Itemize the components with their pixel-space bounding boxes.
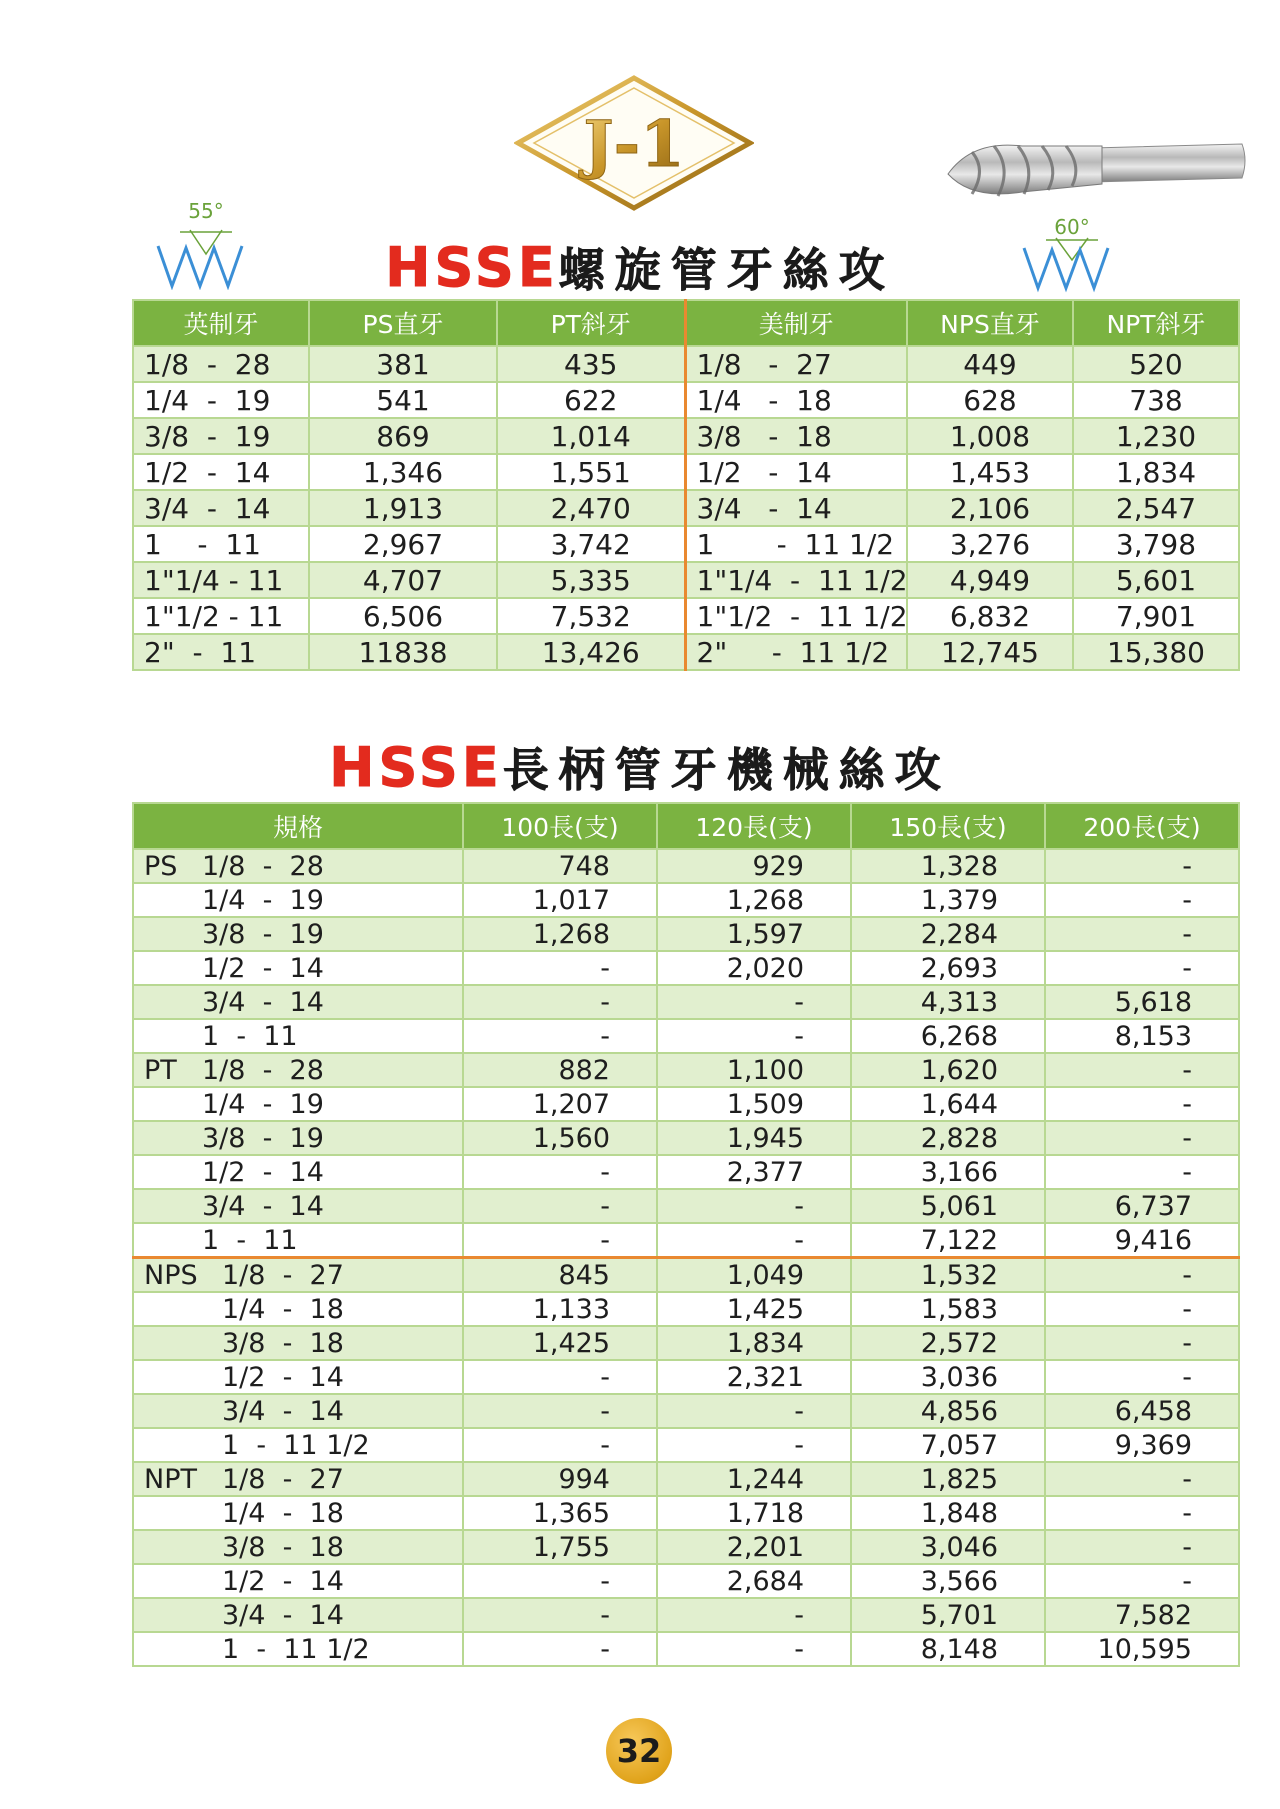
- cell-price-120: -: [657, 1019, 851, 1053]
- col-header-nps-straight: NPS直牙: [907, 300, 1073, 346]
- cell-price-150: 4,313: [851, 985, 1045, 1019]
- cell-price-200: -: [1045, 1326, 1239, 1360]
- col-header-british: 英制牙: [133, 300, 309, 346]
- cell-ps-price: 381: [309, 346, 497, 382]
- cell-price-150: 7,122: [851, 1223, 1045, 1258]
- cell-price-200: -: [1045, 849, 1239, 883]
- cell-spec: [133, 1155, 463, 1189]
- cell-size: 3/8 - 19: [202, 918, 324, 950]
- table-row: [133, 418, 1239, 454]
- cell-spec: [133, 917, 463, 951]
- cell-price-150: 1,644: [851, 1087, 1045, 1121]
- cell-size: 3/8 - 19: [202, 1122, 324, 1154]
- cell-price-200: 7,582: [1045, 1598, 1239, 1632]
- cell-price-150: 3,566: [851, 1564, 1045, 1598]
- cell-price-200: -: [1045, 917, 1239, 951]
- cell-price-120: 1,597: [657, 917, 851, 951]
- cell-price-100: 1,365: [463, 1496, 657, 1530]
- table-row: [133, 1530, 1239, 1564]
- cell-ps-price: 4,707: [309, 562, 497, 598]
- table-row: [133, 634, 1239, 670]
- long-shank-pipe-tap-price-table: [132, 802, 1240, 1667]
- col-header-npt-taper: NPT斜牙: [1073, 300, 1239, 346]
- cell-american-size: 3/8 - 18: [685, 418, 907, 454]
- cell-npt-price: 2,547: [1073, 490, 1239, 526]
- cell-pt-price: 3,742: [497, 526, 685, 562]
- cell-price-200: -: [1045, 1462, 1239, 1496]
- cell-price-200: -: [1045, 1292, 1239, 1326]
- table-row: [133, 1326, 1239, 1360]
- table-row: [133, 1155, 1239, 1189]
- cell-size: 1 - 11: [202, 1224, 298, 1256]
- cell-thread-group: NPT: [144, 1463, 197, 1495]
- cell-pt-price: 2,470: [497, 490, 685, 526]
- cell-size: 1/4 - 18: [222, 1497, 344, 1529]
- table-row: [133, 346, 1239, 382]
- cell-price-120: 1,244: [657, 1462, 851, 1496]
- cell-price-200: -: [1045, 1496, 1239, 1530]
- cell-price-150: 2,572: [851, 1326, 1045, 1360]
- cell-american-size: 1/8 - 27: [685, 346, 907, 382]
- cell-ps-price: 2,967: [309, 526, 497, 562]
- cell-british-size: 3/8 - 19: [133, 418, 309, 454]
- table-row: [133, 490, 1239, 526]
- table-row: [133, 562, 1239, 598]
- cell-price-150: 5,061: [851, 1189, 1045, 1223]
- cell-price-100: -: [463, 1428, 657, 1462]
- cell-price-150: 1,620: [851, 1053, 1045, 1087]
- cell-british-size: 1/8 - 28: [133, 346, 309, 382]
- cell-price-200: -: [1045, 1155, 1239, 1189]
- cell-spec: [133, 1632, 463, 1666]
- cell-spec: [133, 1223, 463, 1258]
- cell-ps-price: 1,346: [309, 454, 497, 490]
- cell-spec: [133, 1326, 463, 1360]
- cell-price-120: -: [657, 1189, 851, 1223]
- cell-nps-price: 4,949: [907, 562, 1073, 598]
- section1-title: [0, 234, 1280, 300]
- cell-american-size: 2" - 11 1/2: [685, 634, 907, 670]
- cell-price-200: -: [1045, 1258, 1239, 1293]
- cell-american-size: 3/4 - 14: [685, 490, 907, 526]
- cell-price-100: -: [463, 1394, 657, 1428]
- cell-nps-price: 1,453: [907, 454, 1073, 490]
- cell-nps-price: 6,832: [907, 598, 1073, 634]
- cell-price-120: -: [657, 1223, 851, 1258]
- cell-price-150: 1,532: [851, 1258, 1045, 1293]
- cell-price-100: -: [463, 951, 657, 985]
- table-row: [133, 1019, 1239, 1053]
- cell-price-120: 2,201: [657, 1530, 851, 1564]
- cell-spec: [133, 1598, 463, 1632]
- cell-price-150: 1,825: [851, 1462, 1045, 1496]
- cell-price-100: -: [463, 985, 657, 1019]
- table-row: [133, 951, 1239, 985]
- cell-price-100: -: [463, 1019, 657, 1053]
- cell-thread-group: PS: [144, 850, 178, 882]
- cell-nps-price: 628: [907, 382, 1073, 418]
- table-row: [133, 1189, 1239, 1223]
- cell-american-size: 1/2 - 14: [685, 454, 907, 490]
- cell-price-100: 1,133: [463, 1292, 657, 1326]
- cell-price-200: 6,458: [1045, 1394, 1239, 1428]
- cell-price-100: 748: [463, 849, 657, 883]
- table-row: [133, 1564, 1239, 1598]
- cell-price-150: 1,848: [851, 1496, 1045, 1530]
- cell-price-150: 2,828: [851, 1121, 1045, 1155]
- col-header-pt-taper: PT斜牙: [497, 300, 685, 346]
- cell-spec: [133, 1462, 463, 1496]
- table-row: [133, 849, 1239, 883]
- cell-size: 1/2 - 14: [202, 1156, 324, 1188]
- cell-size: 1/8 - 27: [222, 1463, 344, 1495]
- cell-size: 1/4 - 19: [202, 1088, 324, 1120]
- cell-price-120: 1,049: [657, 1258, 851, 1293]
- cell-npt-price: 7,901: [1073, 598, 1239, 634]
- cell-price-100: 1,017: [463, 883, 657, 917]
- cell-price-120: 2,020: [657, 951, 851, 985]
- cell-price-200: -: [1045, 883, 1239, 917]
- cell-price-150: 2,284: [851, 917, 1045, 951]
- cell-british-size: 1/2 - 14: [133, 454, 309, 490]
- cell-price-120: 1,100: [657, 1053, 851, 1087]
- cell-price-150: 6,268: [851, 1019, 1045, 1053]
- cell-ps-price: 11838: [309, 634, 497, 670]
- cell-spec: [133, 1428, 463, 1462]
- cell-price-200: 8,153: [1045, 1019, 1239, 1053]
- cell-npt-price: 520: [1073, 346, 1239, 382]
- cell-spec: [133, 1019, 463, 1053]
- page-number: 32: [606, 1718, 672, 1784]
- table-row: [133, 1598, 1239, 1632]
- cell-nps-price: 1,008: [907, 418, 1073, 454]
- col-header-spec: 規格: [133, 803, 463, 849]
- cell-price-200: -: [1045, 951, 1239, 985]
- cell-size: 1/4 - 19: [202, 884, 324, 916]
- badge-text: J-1: [583, 107, 685, 182]
- cell-price-120: 1,268: [657, 883, 851, 917]
- cell-pt-price: 1,014: [497, 418, 685, 454]
- cell-price-200: 5,618: [1045, 985, 1239, 1019]
- cell-price-100: -: [463, 1632, 657, 1666]
- section2-title-brand: HSSE: [329, 736, 503, 799]
- cell-price-200: -: [1045, 1121, 1239, 1155]
- cell-spec: [133, 1530, 463, 1564]
- cell-british-size: 3/4 - 14: [133, 490, 309, 526]
- cell-price-120: -: [657, 985, 851, 1019]
- cell-price-150: 1,328: [851, 849, 1045, 883]
- col-header-150: 150長(支): [851, 803, 1045, 849]
- table-row: [133, 1258, 1239, 1293]
- cell-size: 1 - 11: [202, 1020, 298, 1052]
- table-row: [133, 1087, 1239, 1121]
- cell-price-100: 1,755: [463, 1530, 657, 1564]
- cell-pt-price: 13,426: [497, 634, 685, 670]
- table-row: [133, 985, 1239, 1019]
- cell-price-150: 5,701: [851, 1598, 1045, 1632]
- cell-npt-price: 5,601: [1073, 562, 1239, 598]
- cell-size: 1 - 11 1/2: [222, 1429, 370, 1461]
- cell-price-100: 882: [463, 1053, 657, 1087]
- cell-spec: [133, 1258, 463, 1293]
- cell-spec: [133, 1394, 463, 1428]
- thread-55-label: 55°: [188, 200, 224, 223]
- table-header-row: [133, 300, 1239, 346]
- cell-npt-price: 1,834: [1073, 454, 1239, 490]
- cell-price-150: 1,583: [851, 1292, 1045, 1326]
- cell-size: 3/8 - 18: [222, 1327, 344, 1359]
- table-row: [133, 1462, 1239, 1496]
- cell-spec: [133, 1292, 463, 1326]
- cell-ps-price: 6,506: [309, 598, 497, 634]
- cell-npt-price: 3,798: [1073, 526, 1239, 562]
- table-row: [133, 1121, 1239, 1155]
- col-header-120: 120長(支): [657, 803, 851, 849]
- cell-british-size: 1"1/4 - 11: [133, 562, 309, 598]
- section1-title-brand: HSSE: [385, 236, 559, 299]
- table-row: [133, 1360, 1239, 1394]
- cell-british-size: 1 - 11: [133, 526, 309, 562]
- thread-60-label: 60°: [1054, 216, 1090, 239]
- cell-price-120: 1,425: [657, 1292, 851, 1326]
- table-row: [133, 1223, 1239, 1258]
- section2-title: [0, 734, 1280, 800]
- col-header-ps-straight: PS直牙: [309, 300, 497, 346]
- cell-spec: [133, 951, 463, 985]
- cell-price-150: 3,046: [851, 1530, 1045, 1564]
- table-row: [133, 526, 1239, 562]
- table-row: [133, 1394, 1239, 1428]
- spiral-tap-image: [942, 130, 1248, 210]
- table-row: [133, 1053, 1239, 1087]
- cell-size: 3/4 - 14: [222, 1395, 344, 1427]
- cell-price-100: -: [463, 1189, 657, 1223]
- cell-size: 1/8 - 28: [202, 1054, 324, 1086]
- cell-thread-group: NPS: [144, 1259, 198, 1291]
- cell-spec: [133, 1121, 463, 1155]
- table-row: [133, 454, 1239, 490]
- cell-price-120: -: [657, 1428, 851, 1462]
- col-header-american: 美制牙: [685, 300, 907, 346]
- cell-british-size: 1/4 - 19: [133, 382, 309, 418]
- cell-american-size: 1/4 - 18: [685, 382, 907, 418]
- cell-price-120: 929: [657, 849, 851, 883]
- cell-price-200: -: [1045, 1360, 1239, 1394]
- cell-size: 1/8 - 28: [202, 850, 324, 882]
- cell-price-100: 1,560: [463, 1121, 657, 1155]
- cell-price-200: 9,369: [1045, 1428, 1239, 1462]
- table-row: [133, 1496, 1239, 1530]
- cell-size: 1 - 11 1/2: [222, 1633, 370, 1665]
- cell-british-size: 1"1/2 - 11: [133, 598, 309, 634]
- cell-price-200: 10,595: [1045, 1632, 1239, 1666]
- cell-size: 1/2 - 14: [222, 1565, 344, 1597]
- table-row: [133, 917, 1239, 951]
- cell-price-200: -: [1045, 1053, 1239, 1087]
- cell-price-150: 3,036: [851, 1360, 1045, 1394]
- section1-title-zh: 螺旋管牙絲攻: [558, 243, 895, 297]
- cell-npt-price: 1,230: [1073, 418, 1239, 454]
- cell-spec: [133, 1053, 463, 1087]
- spiral-pipe-tap-price-table: [132, 299, 1240, 671]
- cell-price-100: 1,207: [463, 1087, 657, 1121]
- cell-price-150: 7,057: [851, 1428, 1045, 1462]
- cell-price-150: 8,148: [851, 1632, 1045, 1666]
- cell-spec: [133, 883, 463, 917]
- cell-ps-price: 1,913: [309, 490, 497, 526]
- col-header-200: 200長(支): [1045, 803, 1239, 849]
- cell-price-200: -: [1045, 1087, 1239, 1121]
- cell-british-size: 2" - 11: [133, 634, 309, 670]
- cell-size: 3/4 - 14: [202, 1190, 324, 1222]
- table-row: [133, 598, 1239, 634]
- cell-spec: [133, 985, 463, 1019]
- cell-price-100: 1,268: [463, 917, 657, 951]
- table-row: [133, 382, 1239, 418]
- cell-size: 1/2 - 14: [222, 1361, 344, 1393]
- table-row: [133, 1632, 1239, 1666]
- table-header-row: [133, 803, 1239, 849]
- cell-size: 3/4 - 14: [202, 986, 324, 1018]
- cell-price-120: -: [657, 1632, 851, 1666]
- cell-price-120: 1,945: [657, 1121, 851, 1155]
- cell-price-100: -: [463, 1564, 657, 1598]
- cell-american-size: 1 - 11 1/2: [685, 526, 907, 562]
- cell-price-100: 845: [463, 1258, 657, 1293]
- cell-price-200: -: [1045, 1564, 1239, 1598]
- cell-price-120: 2,377: [657, 1155, 851, 1189]
- cell-nps-price: 12,745: [907, 634, 1073, 670]
- cell-nps-price: 2,106: [907, 490, 1073, 526]
- cell-thread-group: PT: [144, 1054, 177, 1086]
- cell-price-120: 2,321: [657, 1360, 851, 1394]
- cell-price-100: 1,425: [463, 1326, 657, 1360]
- cell-american-size: 1"1/4 - 11 1/2: [685, 562, 907, 598]
- cell-price-150: 1,379: [851, 883, 1045, 917]
- cell-price-120: -: [657, 1598, 851, 1632]
- cell-price-120: 1,834: [657, 1326, 851, 1360]
- cell-price-100: -: [463, 1360, 657, 1394]
- cell-size: 1/4 - 18: [222, 1293, 344, 1325]
- cell-size: 1/8 - 27: [222, 1259, 344, 1291]
- cell-price-120: 2,684: [657, 1564, 851, 1598]
- cell-spec: [133, 1189, 463, 1223]
- cell-spec: [133, 849, 463, 883]
- cell-spec: [133, 1496, 463, 1530]
- cell-spec: [133, 1564, 463, 1598]
- cell-size: 3/4 - 14: [222, 1599, 344, 1631]
- cell-nps-price: 449: [907, 346, 1073, 382]
- cell-nps-price: 3,276: [907, 526, 1073, 562]
- cell-pt-price: 5,335: [497, 562, 685, 598]
- cell-pt-price: 435: [497, 346, 685, 382]
- cell-size: 1/2 - 14: [202, 952, 324, 984]
- cell-price-150: 2,693: [851, 951, 1045, 985]
- col-header-100: 100長(支): [463, 803, 657, 849]
- table-row: [133, 1428, 1239, 1462]
- cell-spec: [133, 1360, 463, 1394]
- cell-price-120: 1,509: [657, 1087, 851, 1121]
- cell-spec: [133, 1087, 463, 1121]
- cell-pt-price: 622: [497, 382, 685, 418]
- cell-price-120: -: [657, 1394, 851, 1428]
- cell-ps-price: 541: [309, 382, 497, 418]
- cell-npt-price: 738: [1073, 382, 1239, 418]
- cell-price-200: 9,416: [1045, 1223, 1239, 1258]
- cell-price-100: -: [463, 1223, 657, 1258]
- series-badge: [514, 74, 754, 212]
- cell-price-200: 6,737: [1045, 1189, 1239, 1223]
- cell-ps-price: 869: [309, 418, 497, 454]
- cell-size: 3/8 - 18: [222, 1531, 344, 1563]
- cell-price-100: -: [463, 1598, 657, 1632]
- table-row: [133, 883, 1239, 917]
- cell-price-150: 3,166: [851, 1155, 1045, 1189]
- section2-title-zh: 長柄管牙機械絲攻: [502, 743, 951, 797]
- cell-pt-price: 7,532: [497, 598, 685, 634]
- cell-price-150: 4,856: [851, 1394, 1045, 1428]
- cell-npt-price: 15,380: [1073, 634, 1239, 670]
- cell-price-100: -: [463, 1155, 657, 1189]
- cell-price-100: 994: [463, 1462, 657, 1496]
- cell-price-120: 1,718: [657, 1496, 851, 1530]
- cell-american-size: 1"1/2 - 11 1/2: [685, 598, 907, 634]
- cell-price-200: -: [1045, 1530, 1239, 1564]
- cell-pt-price: 1,551: [497, 454, 685, 490]
- table-row: [133, 1292, 1239, 1326]
